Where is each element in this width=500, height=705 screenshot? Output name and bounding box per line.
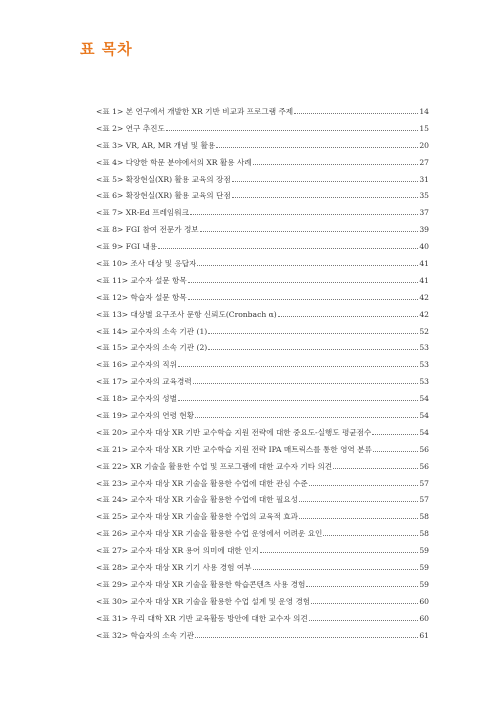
toc-entry-label: <표 19> 교수자의 연령 현황 [96,411,195,421]
toc-entry-page-number: 60 [419,596,429,606]
toc-entry-label: <표 25> 교수자 대상 XR 기술을 활용한 수업의 교육적 효과 [96,512,298,522]
toc-entry-label: <표 30> 교수자 대상 XR 기술을 활용한 수업 설계 및 운영 경험 [96,596,311,606]
toc-dot-leader [195,637,418,638]
toc-entry-page-number: 57 [419,495,429,505]
toc-entry[interactable] [96,630,429,647]
toc-entry-label: <표 1> 본 연구에서 개발한 XR 기반 비교과 프로그램 주제 [96,107,294,116]
toc-entry[interactable] [96,326,429,343]
toc-entry[interactable] [96,123,429,140]
toc-entry-page-number: 54 [419,427,429,437]
toc-entry-label: <표 9> FGI 내용 [96,242,158,252]
toc-entry-page-number: 59 [419,579,429,589]
toc-entry-page-number: 59 [419,546,429,556]
toc-dot-leader [299,518,418,519]
toc-entry-page-number: 41 [419,275,429,285]
toc-entry-page-number: 27 [419,157,429,167]
toc-entry[interactable] [96,342,429,359]
toc-entry-page-number: 54 [419,411,429,421]
toc-entry[interactable] [96,511,429,528]
toc-entry-page-number: 52 [419,326,429,336]
toc-entry-label: <표 27> 교수자 대상 XR 용어 의미에 대한 인지 [96,546,259,556]
toc-entry[interactable] [96,207,429,224]
toc-entry[interactable] [96,106,429,123]
toc-entry[interactable] [96,427,429,444]
toc-entry-page-number: 58 [419,512,429,522]
toc-entry-label: <표 21> 교수자 대상 XR 기반 교수학습 지원 전략 IPA 매트릭스를 통한 영역 분류 [96,444,372,454]
toc-dot-leader [208,349,418,350]
toc-entry-label: <표 12> 학습자 설문 항목 [96,292,187,302]
toc-entry-page-number: 20 [419,140,429,150]
toc-entry-label: <표 8> FGI 참여 전문가 정보 [96,225,199,235]
toc-dot-leader [311,603,418,604]
toc-dot-leader [278,316,419,317]
page-title: 표 목차 [80,40,133,58]
toc-dot-leader [200,231,419,232]
toc-entry-label: <표 10> 조사 대상 및 응답자 [96,259,197,269]
toc-entry-page-number: 39 [419,225,429,235]
toc-dot-leader [178,366,418,367]
toc-dot-leader [323,535,418,536]
toc-dot-leader [158,248,418,249]
toc-entry[interactable] [96,275,429,292]
toc-entry-label: <표 11> 교수자 설문 항목 [96,275,187,285]
toc-entry-page-number: 56 [419,444,429,454]
toc-entry-page-number: 40 [419,242,429,252]
toc-entry-label: <표 16> 교수자의 직위 [96,360,177,370]
toc-entry[interactable] [96,140,429,157]
toc-entry[interactable] [96,376,429,393]
toc-entry-page-number: 54 [419,394,429,404]
toc-entry-page-number: 42 [419,292,429,302]
toc-entry[interactable] [96,596,429,613]
toc-dot-leader [190,214,418,215]
toc-dot-leader [294,113,418,114]
toc-entry-page-number: 42 [419,309,429,319]
toc-entry-page-number: 61 [419,630,429,640]
toc-entry-label: <표 18> 교수자의 성별 [96,394,177,404]
toc-entry-label: <표 28> 교수자 대상 XR 기기 사용 경험 여부 [96,563,252,573]
toc-entry-label: <표 2> 연구 추진도 [96,123,165,133]
toc-entry[interactable] [96,410,429,427]
toc-entry-label: <표 32> 학습자의 소속 기관 [96,630,195,640]
toc-entry[interactable] [96,461,429,478]
toc-dot-leader [232,197,419,198]
toc-entry-page-number: 58 [419,529,429,539]
toc-dot-leader [309,620,419,621]
toc-entry[interactable] [96,562,429,579]
toc-entry[interactable] [96,157,429,174]
toc-dot-leader [197,265,418,266]
toc-entry-label: <표 7> XR-Ed 프레임워크 [96,208,189,218]
toc-entry-label: <표 24> 교수자 대상 XR 기술을 활용한 수업에 대한 필요성 [96,495,298,505]
toc-entry[interactable] [96,174,429,191]
toc-entry-page-number: 60 [419,613,429,623]
toc-entry[interactable] [96,190,429,207]
toc-entry-label: <표 22> XR 기술을 활용한 수업 및 프로그램에 대한 교수자 기타 의견 [96,461,333,471]
toc-entry-label: <표 3> VR, AR, MR 개념 및 활용 [96,140,216,150]
toc-entry-label: <표 6> 확장현실(XR) 활용 교육의 단점 [96,191,231,201]
toc-dot-leader [178,400,418,401]
toc-entry[interactable] [96,309,429,326]
toc-entry[interactable] [96,579,429,596]
toc-dot-leader [188,282,419,283]
toc-dot-leader [309,485,419,486]
toc-entry-page-number: 56 [419,461,429,471]
toc-dot-leader [299,501,418,502]
toc-entry-page-number: 57 [419,478,429,488]
toc-dot-leader [216,147,418,148]
toc-entry-label: <표 5> 확장현실(XR) 활용 교육의 장점 [96,174,231,184]
toc-entry[interactable] [96,224,429,241]
toc-entry[interactable] [96,393,429,410]
toc-entry[interactable] [96,528,429,545]
toc-entry-page-number: 53 [419,343,429,353]
toc-entry-page-number: 53 [419,377,429,387]
toc-dot-leader [166,130,419,131]
toc-entry-label: <표 4> 다양한 학문 분야에서의 XR 활용 사례 [96,157,252,167]
toc-dot-leader [232,181,419,182]
toc-entry-label: <표 13> 대상별 요구조사 문항 신뢰도(Cronbach α) [96,309,277,319]
toc-entry-label: <표 15> 교수자의 소속 기관 (2) [96,343,208,353]
toc-entry[interactable] [96,292,429,309]
toc-entry[interactable] [96,545,429,562]
toc-dot-leader [208,333,418,334]
toc-dot-leader [188,299,419,300]
toc-dot-leader [333,468,418,469]
toc-entry[interactable] [96,444,429,461]
toc-entry[interactable] [96,613,429,630]
toc-entry-page-number: 14 [419,107,429,116]
toc-entry-label: <표 26> 교수자 대상 XR 기술을 활용한 수업 운영에서 어려운 요인 [96,529,323,539]
toc-entry-page-number: 31 [419,174,429,184]
toc-entry-page-number: 15 [419,123,429,133]
toc-entry-label: <표 31> 우리 대학 XR 기반 교육활동 방안에 대한 교수자 의견 [96,613,308,623]
toc-dot-leader [195,417,418,418]
toc-entry-page-number: 37 [419,208,429,218]
toc-entry-label: <표 17> 교수자의 교육경력 [96,377,192,387]
toc-dot-leader [372,434,418,435]
toc-entry-page-number: 35 [419,191,429,201]
toc-entry-label: <표 14> 교수자의 소속 기관 (1) [96,326,208,336]
toc-entry-label: <표 29> 교수자 대상 XR 기술을 활용한 학습콘텐츠 사용 경험 [96,579,306,589]
toc-dot-leader [253,164,419,165]
toc-entry-page-number: 53 [419,360,429,370]
toc-entry[interactable] [96,494,429,511]
toc-dot-leader [253,569,419,570]
toc-entry-label: <표 23> 교수자 대상 XR 기술을 활용한 수업에 대한 관심 수준 [96,478,308,488]
toc-entry[interactable] [96,359,429,376]
toc-dot-leader [373,451,418,452]
table-of-contents [96,106,429,647]
toc-dot-leader [306,586,418,587]
toc-entry[interactable] [96,241,429,258]
toc-dot-leader [193,383,419,384]
toc-entry-label: <표 20> 교수자 대상 XR 기반 교수학습 지원 전략에 대한 중요도-실행도 평균점수 [96,427,372,437]
toc-entry[interactable] [96,478,429,495]
toc-entry[interactable] [96,258,429,275]
toc-entry-page-number: 59 [419,563,429,573]
toc-entry-page-number: 41 [419,259,429,269]
toc-dot-leader [260,552,418,553]
